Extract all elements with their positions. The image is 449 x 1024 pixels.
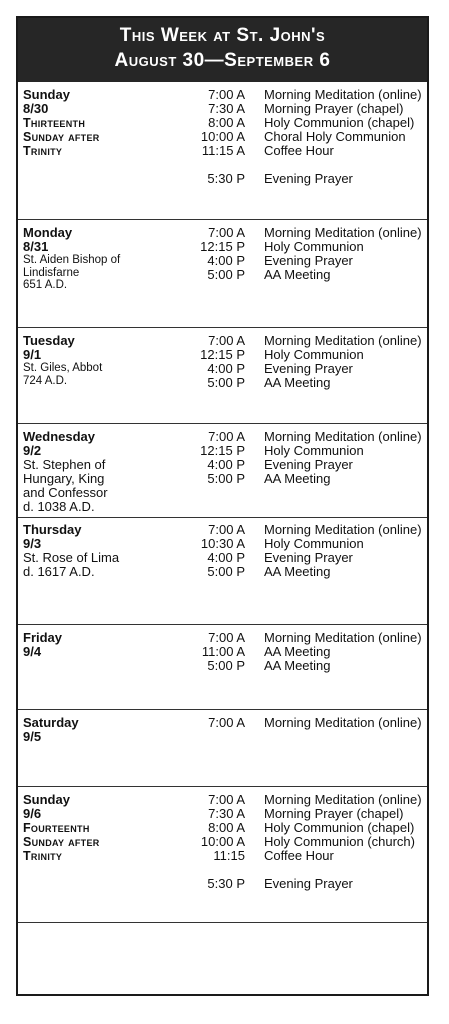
- event-name: Holy Communion: [264, 443, 364, 458]
- event-row: [18, 254, 427, 268]
- event-time: 7:00 A: [208, 333, 245, 348]
- event-row: [18, 807, 427, 821]
- saint-note: and Confessor: [23, 485, 108, 500]
- saint-note: Hungary, King: [23, 471, 105, 486]
- event-name: Coffee Hour: [264, 143, 334, 158]
- event-row: [18, 821, 427, 835]
- event-row: [18, 268, 427, 282]
- event-name: Morning Prayer (chapel): [264, 101, 404, 116]
- day-date: 9/4: [23, 644, 42, 659]
- event-time: 4:00 P: [207, 550, 245, 565]
- day-date: 9/2: [23, 443, 42, 458]
- event-name: Evening Prayer: [264, 361, 353, 376]
- event-time: 5:00 P: [207, 658, 245, 673]
- event-row: [18, 793, 427, 807]
- event-name: AA Meeting: [264, 658, 331, 673]
- day-block: [18, 424, 427, 518]
- event-name: AA Meeting: [264, 375, 331, 390]
- event-row: [18, 631, 427, 645]
- event-time: 10:00 A: [200, 834, 245, 849]
- event-time: 5:30 P: [207, 876, 245, 891]
- day-name: Saturday: [23, 715, 79, 730]
- event-row: [18, 172, 427, 186]
- day-name: Wednesday: [23, 429, 96, 444]
- day-block: [18, 710, 427, 787]
- day-name: Friday: [23, 630, 63, 645]
- day-date: 8/31: [23, 239, 49, 254]
- event-row: [18, 645, 427, 659]
- event-row: [18, 88, 427, 102]
- event-row: [18, 362, 427, 376]
- event-name: Evening Prayer: [264, 171, 353, 186]
- event-name: Morning Meditation (online): [264, 715, 422, 730]
- event-name: Morning Meditation (online): [264, 522, 422, 537]
- event-time: 7:00 A: [208, 715, 245, 730]
- day-date: 8/30: [23, 101, 49, 116]
- event-row: [18, 226, 427, 240]
- event-time: 10:00 A: [200, 129, 245, 144]
- event-row: [18, 877, 427, 891]
- event-row: [18, 348, 427, 362]
- day-block: [18, 220, 427, 328]
- day-date: 9/1: [23, 347, 42, 362]
- event-row: [18, 458, 427, 472]
- day-date: 9/5: [23, 729, 42, 744]
- event-row: [18, 523, 427, 537]
- event-time: 11:00 A: [201, 644, 245, 659]
- event-row: [18, 472, 427, 486]
- event-name: Holy Communion: [264, 536, 364, 551]
- event-row: [18, 334, 427, 348]
- event-row: [18, 551, 427, 565]
- event-name: Evening Prayer: [264, 253, 353, 268]
- saint-note: 724 A.D.: [23, 374, 68, 387]
- event-row: [18, 716, 427, 730]
- feast-line: Sunday after: [23, 130, 100, 144]
- event-row: [18, 130, 427, 144]
- feast-line: Trinity: [23, 144, 63, 158]
- event-row: [18, 565, 427, 579]
- event-time: 8:00 A: [208, 115, 245, 130]
- event-name: Choral Holy Communion: [264, 129, 406, 144]
- event-name: Evening Prayer: [264, 550, 353, 565]
- event-name: Morning Meditation (online): [264, 87, 422, 102]
- event-name: Morning Meditation (online): [264, 333, 422, 348]
- event-row: [18, 537, 427, 551]
- event-time: 7:00 A: [208, 522, 245, 537]
- event-time: 7:00 A: [208, 87, 245, 102]
- event-time: 5:00 P: [207, 471, 245, 486]
- event-name: Holy Communion (chapel): [264, 115, 415, 130]
- saint-note: d. 1038 A.D.: [23, 499, 95, 514]
- saint-note: 651 A.D.: [23, 279, 68, 291]
- event-name: Morning Meditation (online): [264, 429, 422, 444]
- day-block: [18, 625, 427, 710]
- event-time: 4:00 P: [207, 253, 245, 268]
- event-time: 10:30 A: [200, 536, 245, 551]
- event-row: [18, 240, 427, 254]
- event-row: [18, 376, 427, 390]
- event-row: [18, 102, 427, 116]
- event-name: Morning Meditation (online): [264, 630, 422, 645]
- event-time: 7:00 A: [208, 792, 245, 807]
- event-name: Morning Meditation (online): [264, 792, 422, 807]
- event-time: 7:30 A: [208, 101, 245, 116]
- feast-line: Thirteenth: [23, 116, 86, 130]
- header-date-range: August 30—September 6: [114, 50, 331, 71]
- event-row: [18, 144, 427, 158]
- event-time: 5:00 P: [207, 375, 245, 390]
- feast-line: Trinity: [23, 849, 63, 863]
- day-block: [18, 787, 427, 923]
- saint-note: St. Giles, Abbot: [23, 362, 103, 374]
- event-time: 5:00 P: [207, 267, 245, 282]
- event-time: 12:15 P: [200, 443, 245, 458]
- event-time: 5:00 P: [207, 564, 245, 579]
- event-name: AA Meeting: [264, 471, 331, 486]
- event-row: [18, 430, 427, 444]
- event-time: 12:15 P: [200, 239, 245, 254]
- saint-note: St. Stephen of: [23, 457, 106, 472]
- event-row: [18, 444, 427, 458]
- event-name: Holy Communion: [264, 347, 364, 362]
- event-time: 11:15: [213, 848, 245, 863]
- event-name: Morning Prayer (chapel): [264, 806, 404, 821]
- day-block: [18, 82, 427, 220]
- feast-line: Sunday after: [23, 835, 100, 849]
- saint-note: St. Aiden Bishop of: [23, 254, 121, 266]
- event-row: [18, 835, 427, 849]
- event-name: Morning Meditation (online): [264, 225, 422, 240]
- event-name: AA Meeting: [264, 564, 331, 579]
- event-name: Evening Prayer: [264, 876, 353, 891]
- event-time: 4:00 P: [207, 457, 245, 472]
- event-time: 7:00 A: [208, 630, 245, 645]
- event-time: 7:00 A: [208, 225, 245, 240]
- event-name: Holy Communion (church): [264, 834, 415, 849]
- event-time: 4:00 P: [207, 361, 245, 376]
- saint-note: Lindisfarne: [23, 266, 80, 279]
- event-row: [18, 116, 427, 130]
- event-time: 11:15 A: [201, 143, 245, 158]
- event-row: [18, 849, 427, 863]
- event-name: AA Meeting: [264, 267, 331, 282]
- event-name: Coffee Hour: [264, 848, 334, 863]
- event-name: Holy Communion (chapel): [264, 820, 415, 835]
- event-row: [18, 659, 427, 673]
- event-name: Holy Communion: [264, 239, 364, 254]
- event-time: 12:15 P: [200, 347, 245, 362]
- event-time: 5:30 P: [207, 171, 245, 186]
- schedule-frame: [16, 16, 429, 996]
- day-name: Tuesday: [23, 333, 75, 348]
- event-time: 7:00 A: [208, 429, 245, 444]
- saint-note: d. 1617 A.D.: [23, 564, 95, 579]
- day-name: Sunday: [23, 87, 70, 102]
- feast-line: Fourteenth: [23, 821, 90, 835]
- event-name: Evening Prayer: [264, 457, 353, 472]
- event-time: 7:30 A: [208, 806, 245, 821]
- day-block: [18, 518, 427, 625]
- day-name: Sunday: [23, 792, 70, 807]
- day-date: 9/3: [23, 536, 42, 551]
- day-name: Thursday: [23, 522, 82, 537]
- schedule-header: [18, 18, 427, 82]
- day-name: Monday: [23, 225, 73, 240]
- saint-note: St. Rose of Lima: [23, 550, 120, 565]
- event-name: AA Meeting: [264, 644, 331, 659]
- header-title: This Week at St. John's: [119, 25, 326, 46]
- event-time: 8:00 A: [208, 820, 245, 835]
- day-date: 9/6: [23, 806, 42, 821]
- day-block: [18, 328, 427, 424]
